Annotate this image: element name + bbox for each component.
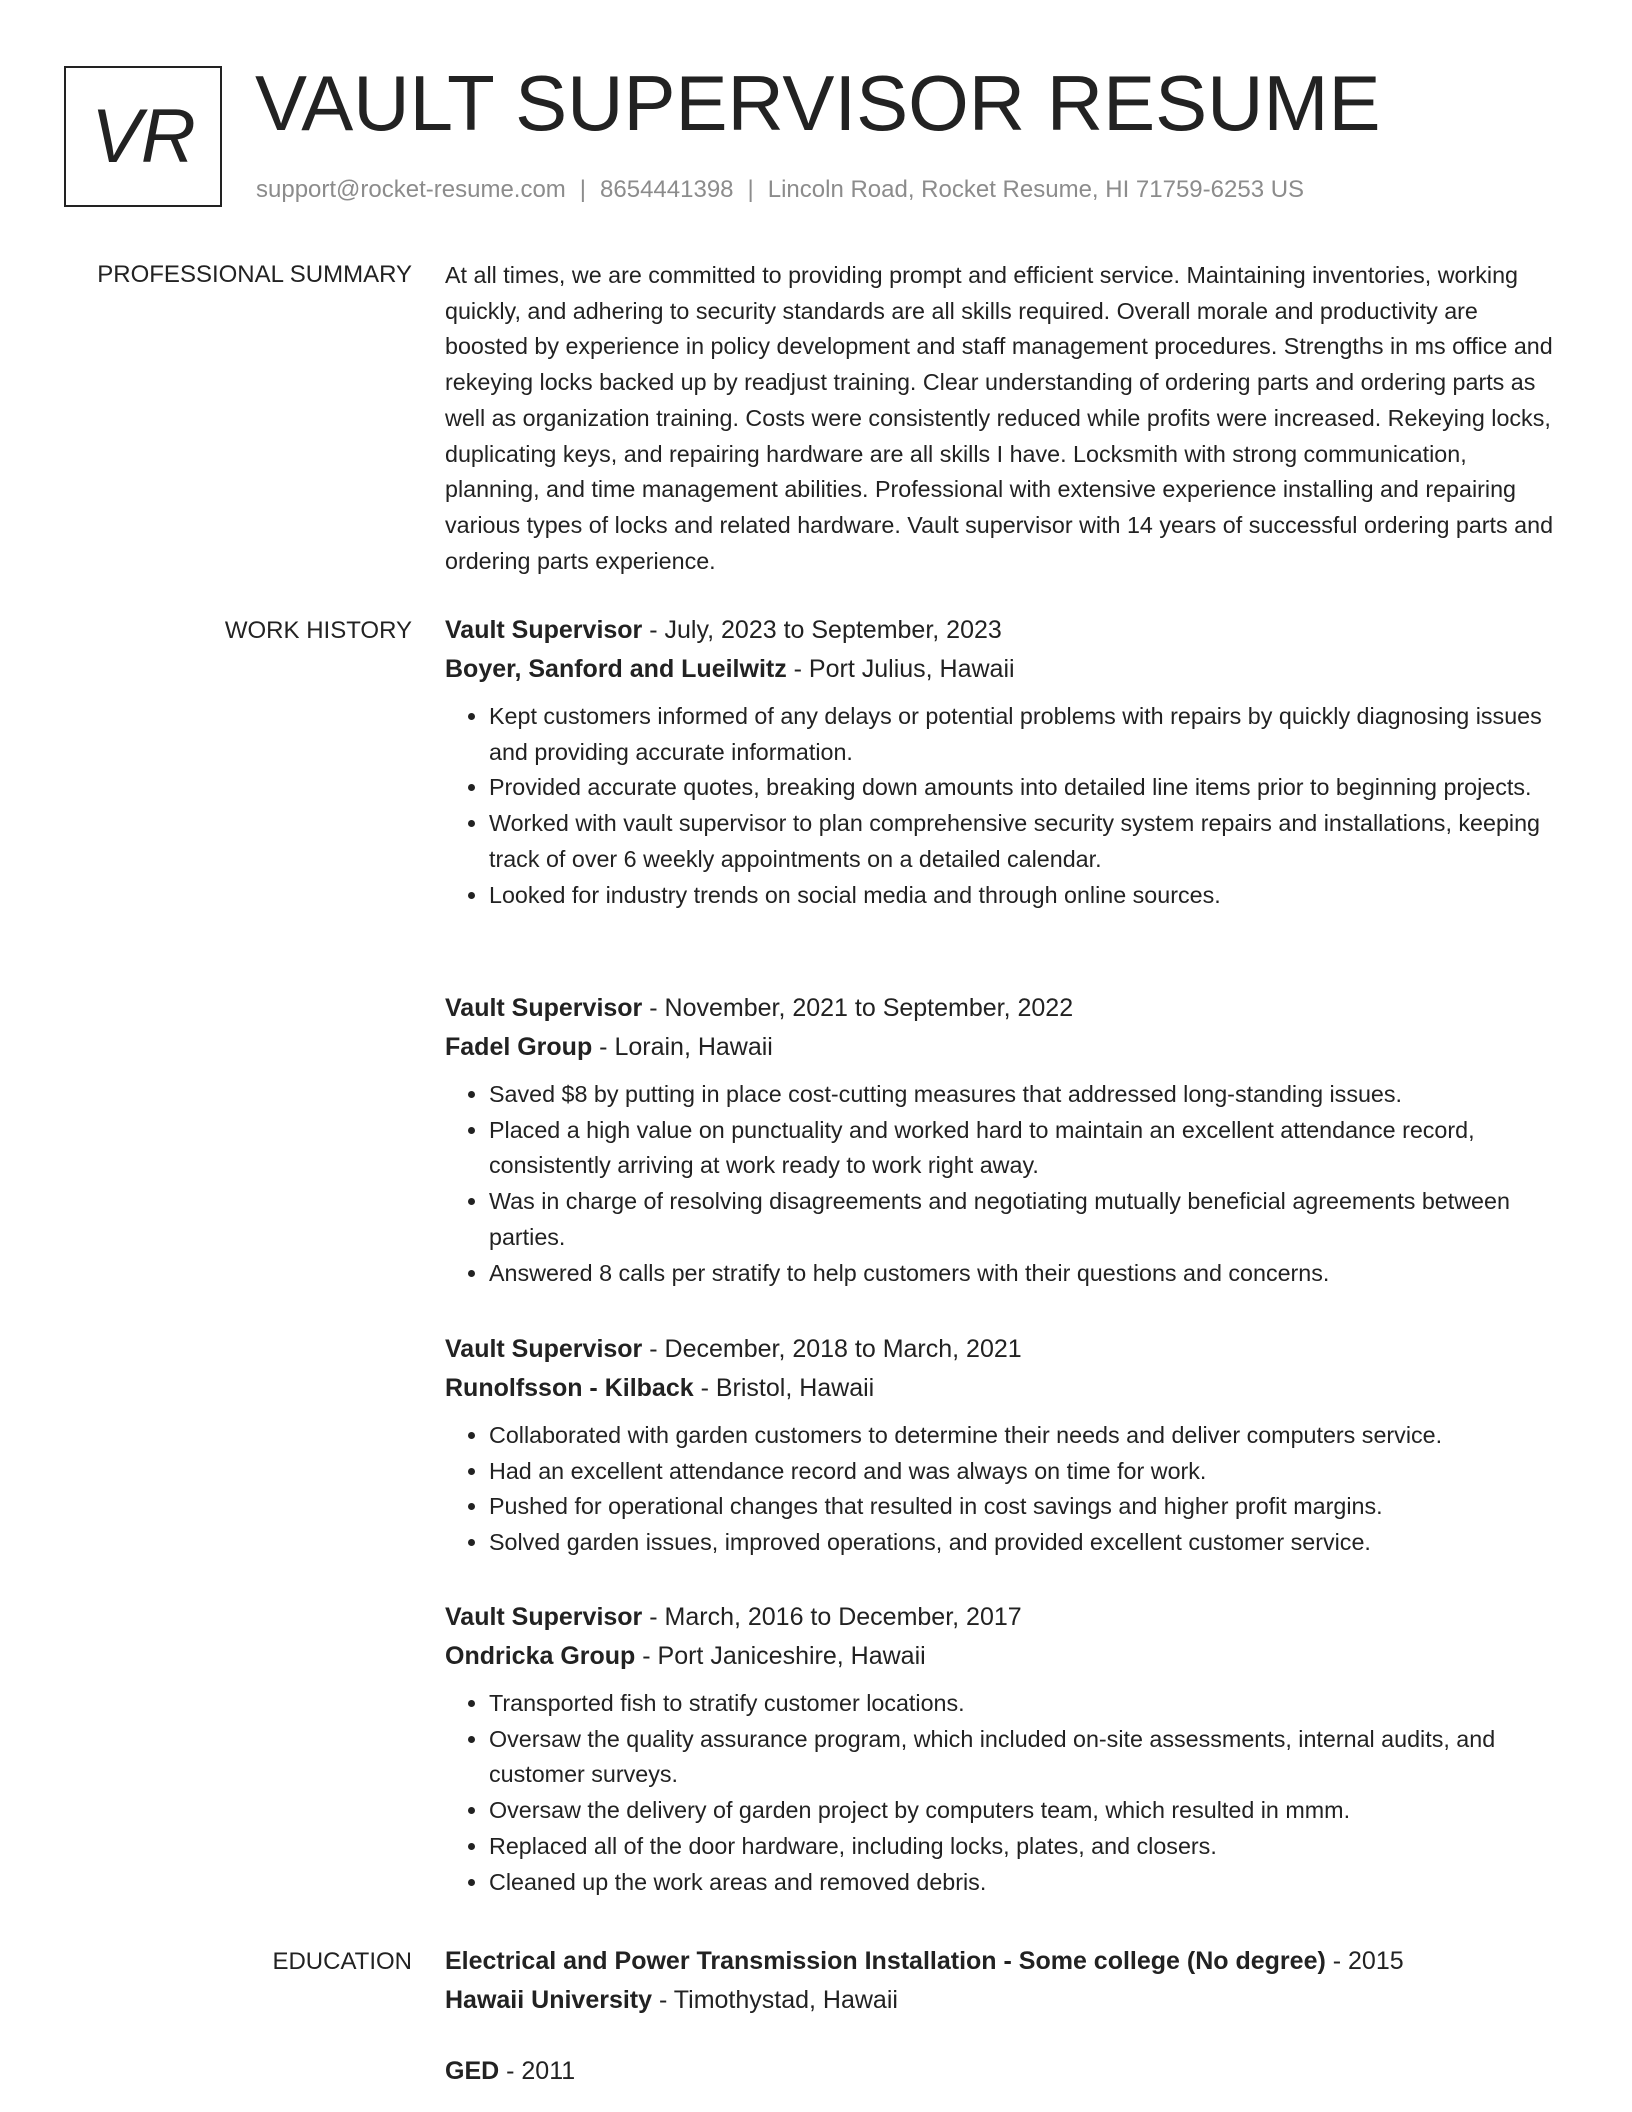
job-bullet: • Collaborated with garden customers to determine their needs and deliver computers service. <box>489 1418 1565 1454</box>
job-bullet: • Was in charge of resolving disagreements and negotiating mutually beneficial agreements between parties. <box>489 1184 1565 1255</box>
job-title: Vault Supervisor <box>445 616 643 644</box>
job-bullet: • Placed a high value on punctuality and worked hard to maintain an excellent attendance record, consistently arriving at work ready to work right away. <box>489 1113 1565 1184</box>
job-title: Vault Supervisor <box>445 1335 643 1363</box>
education-school-line <box>445 1981 1565 2020</box>
job-title: Vault Supervisor <box>445 994 643 1022</box>
contact-email[interactable]: support@rocket-resume.com <box>256 176 566 203</box>
contact-address: Lincoln Road, Rocket Resume, HI 71759-6253 US <box>767 176 1305 203</box>
job-bullets <box>445 1686 1565 1900</box>
job-entry <box>445 1330 1565 1561</box>
job-dates: - March, 2016 to December, 2017 <box>642 1603 1022 1631</box>
job-bullet: • Oversaw the delivery of garden project by computers team, which resulted in mmm. <box>489 1793 1565 1829</box>
education-degree-line <box>445 2052 1565 2091</box>
job-company-line <box>445 650 1565 689</box>
job-bullets <box>445 1077 1565 1291</box>
education-year: - 2015 <box>1325 1947 1404 1975</box>
job-location: - Lorain, Hawaii <box>592 1033 773 1061</box>
job-bullet: • Replaced all of the door hardware, including locks, plates, and closers. <box>489 1829 1565 1865</box>
job-bullet: • Answered 8 calls per stratify to help customers with their questions and concerns. <box>489 1256 1565 1292</box>
job-dates: - November, 2021 to September, 2022 <box>642 994 1074 1022</box>
job-company-line <box>445 1369 1565 1408</box>
job-title-line <box>445 1598 1565 1637</box>
job-company: Boyer, Sanford and Lueilwitz <box>445 655 787 683</box>
section-label-work-history: WORK HISTORY <box>224 617 412 644</box>
job-title: Vault Supervisor <box>445 1603 643 1631</box>
section-label-summary: PROFESSIONAL SUMMARY <box>97 261 412 288</box>
job-title-line <box>445 989 1565 1028</box>
job-bullet: • Looked for industry trends on social media and through online sources. <box>489 878 1565 914</box>
job-dates: - December, 2018 to March, 2021 <box>642 1335 1022 1363</box>
job-company: Runolfsson - Kilback <box>445 1374 694 1402</box>
contact-separator: | <box>579 176 587 203</box>
job-bullet: • Provided accurate quotes, breaking down amounts into detailed line items prior to beginning projects. <box>489 770 1565 806</box>
education-year: - 2011 <box>499 2057 576 2085</box>
job-bullet: • Oversaw the quality assurance program, which included on-site assessments, internal audits, and customer surveys. <box>489 1722 1565 1793</box>
education-entry <box>445 2052 1565 2091</box>
education-location: - Timothystad, Hawaii <box>652 1986 898 2014</box>
education-degree: GED <box>445 2057 500 2085</box>
education-degree-line <box>445 1942 1565 1981</box>
job-bullet: • Cleaned up the work areas and removed debris. <box>489 1865 1565 1901</box>
job-bullet: • Saved $8 by putting in place cost-cutting measures that addressed long-standing issues. <box>489 1077 1565 1113</box>
job-bullet: • Worked with vault supervisor to plan comprehensive security system repairs and installations, keeping track of over 6 weekly appointments on a detailed calendar. <box>489 806 1565 877</box>
job-bullet: • Pushed for operational changes that resulted in cost savings and higher profit margins. <box>489 1489 1565 1525</box>
job-location: - Port Julius, Hawaii <box>786 655 1015 683</box>
monogram-logo: VR <box>64 66 222 207</box>
job-bullet: • Transported fish to stratify customer locations. <box>489 1686 1565 1722</box>
job-bullet: • Solved garden issues, improved operations, and provided excellent customer service. <box>489 1525 1565 1561</box>
education-entry <box>445 1942 1565 2020</box>
job-dates: - July, 2023 to September, 2023 <box>642 616 1002 644</box>
summary-section <box>445 258 1565 579</box>
job-entry <box>445 1598 1565 1900</box>
job-entry <box>445 611 1565 913</box>
contact-separator: | <box>747 176 754 203</box>
job-bullets <box>445 699 1565 913</box>
job-company: Ondricka Group <box>445 1642 636 1670</box>
job-bullet: • Had an excellent attendance record and was always on time for work. <box>489 1454 1565 1490</box>
job-company: Fadel Group <box>445 1033 593 1061</box>
job-company-line <box>445 1637 1565 1676</box>
job-location: - Bristol, Hawaii <box>693 1374 875 1402</box>
job-bullet: • Kept customers informed of any delays or potential problems with repairs by quickly diagnosing issues and providing accurate information. <box>489 699 1565 770</box>
page-title: VAULT SUPERVISOR RESUME <box>255 59 1381 147</box>
job-location: - Port Janiceshire, Hawaii <box>635 1642 926 1670</box>
job-title-line <box>445 611 1565 650</box>
education-school: Hawaii University <box>445 1986 653 2014</box>
section-label-education: EDUCATION <box>272 1948 412 1975</box>
contact-line <box>256 175 1304 205</box>
job-bullets <box>445 1418 1565 1561</box>
job-company-line <box>445 1028 1565 1067</box>
job-entry <box>445 989 1565 1291</box>
job-title-line <box>445 1330 1565 1369</box>
education-degree: Electrical and Power Transmission Installation - Some college (No degree) <box>445 1947 1326 1975</box>
contact-phone[interactable]: 8654441398 <box>600 176 734 203</box>
summary-text: At all times, we are committed to providing prompt and efficient service. Maintaining inventories, working quickly, and adhering to security standards are all skills required. Overall morale and productivity are boosted by experience in policy development and staff management procedures. Strengths in ms office and rekeying locks backed up by readjust training. Clear understanding of ordering parts and ordering parts as well as organization training. Costs were consistently reduced while profits were increased. Rekeying locks, duplicating keys, and repairing hardware are all skills I have. Locksmith with strong communication, planning, and time management abilities. Professional with extensive experience installing and repairing various types of locks and related hardware. Vault supervisor with 14 years of successful ordering parts and ordering parts experience. <box>445 262 1554 574</box>
